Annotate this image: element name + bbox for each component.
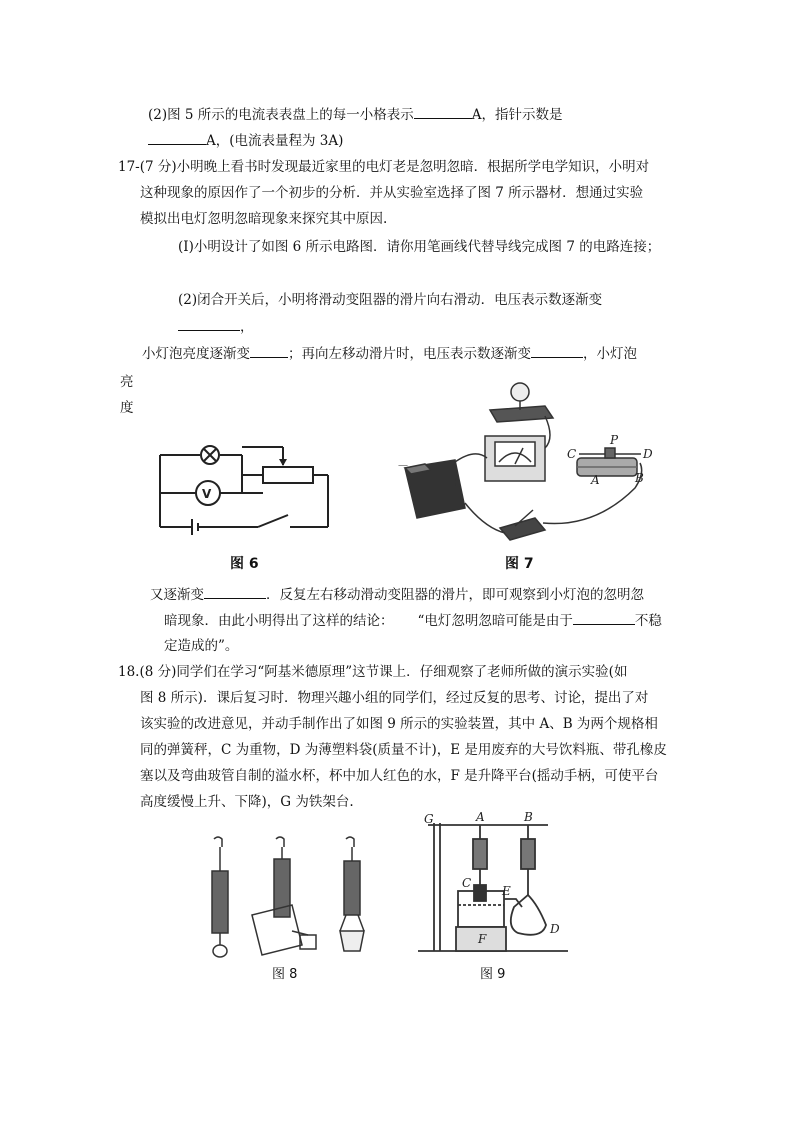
label-G: G [424,812,434,826]
svg-text:C: C [567,447,577,461]
q17-line-3: 模拟出电灯忽明忽暗现象来探究其中原因. [140,211,388,227]
q18-line-5: 塞以及弯曲玻管自制的溢水杯，杯中加人红色的水，F 是升降平台(摇动手柄，可使平台 [140,768,659,784]
figure-9-caption: 图 9 [480,967,506,982]
q17-sub-5: 暗现象．由此小明得出了这样的结论： “电灯忽明忽暗可能是由于 不稳 [164,610,662,631]
label-B: B [524,810,533,824]
figure-9-apparatus [418,810,578,965]
q16-line-2: A，(电流表量程为 3A) [148,130,343,151]
q17-line-2: 这种现象的原因作了一个初步的分析．并从实验室选择了图 7 所示器材．想通过实验 [140,185,644,201]
q17-sub-6: 定造成的”。 [164,638,239,654]
q16-line-1: (2)图 5 所示的电流表表盘上的每一小格表示 A，指针示数是 [148,104,563,125]
answer-blank[interactable] [531,343,583,358]
figure-8-caption: 图 8 [272,967,298,982]
q17-sub-2: (2)闭合开关后，小明将滑动变阻器的滑片向右滑动．电压表示数逐渐变 [178,292,603,308]
svg-text:P: P [610,433,619,447]
q17-word-1: 亮 [120,374,134,390]
svg-text:－: － [397,459,410,473]
svg-text:A: A [591,473,600,487]
answer-blank[interactable] [204,584,266,599]
svg-text:+: + [451,475,462,489]
q18-line-1: 18.(8 分)同学们在学习“阿基米德原理”这节课上．仔细观察了老师所做的演示实验(如 [118,664,628,680]
svg-text:V: V [202,487,212,501]
q17-line-1: 17-(7 分)小明晚上看书时发现最近家里的电灯老是忽明忽暗．根据所学电学知识，小明对 [118,159,650,175]
label-A: A [476,810,485,824]
answer-blank[interactable] [250,343,288,358]
figure-7-caption: 图 7 [505,556,534,572]
answer-blank[interactable] [148,130,206,145]
label-F: F [478,932,487,946]
q18-line-4: 同的弹簧秤，C 为重物，D 为薄塑料袋(质量不计)，E 是用废弃的大号饮料瓶、带孔橡皮 [140,742,667,758]
q18-line-6: 高度缓慢上升、下降)，G 为铁架台. [140,794,354,810]
answer-blank[interactable] [414,104,472,119]
answer-blank[interactable] [573,610,635,625]
label-C: C [462,876,472,890]
label-D: D [550,922,560,936]
q17-sub-3: 小灯泡亮度逐渐变 ；再向左移动滑片时，电压表示数逐渐变 ，小灯泡 [142,343,637,364]
figure-7-apparatus [395,378,665,548]
answer-blank[interactable] [178,316,240,331]
svg-text:B: B [635,471,644,485]
q17-sub-2b: ， [178,316,254,337]
q17-word-2: 度 [120,400,134,416]
label-E: E [502,884,511,898]
figure-6-circuit [158,445,338,535]
q18-line-2: 图 8 所示)．课后复习时．物理兴趣小组的同学们，经过反复的思考、讨论，提出了对 [140,690,649,706]
q18-line-3: 该实验的改进意见，并动手制作出了如图 9 所示的实验装置，其中 A、B 为两个规格相 [140,716,658,732]
figure-6-caption: 图 6 [230,556,259,572]
svg-text:D: D [643,447,653,461]
q17-sub-4: 又逐渐变 ．反复左右移动滑动变阻器的滑片，即可观察到小灯泡的忽明忽 [150,584,644,605]
figure-8-experiment [200,835,370,965]
q17-sub-1: (I)小明设计了如图 6 所示电路图．请你用笔画线代替导线完成图 7 的电路连接； [178,239,661,255]
